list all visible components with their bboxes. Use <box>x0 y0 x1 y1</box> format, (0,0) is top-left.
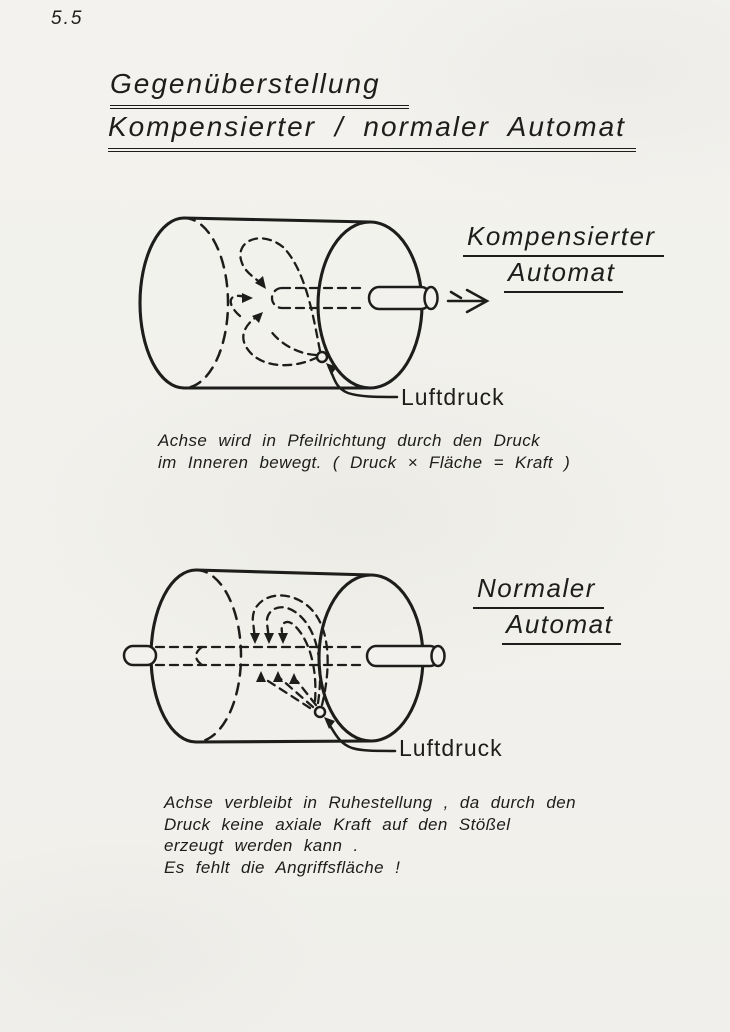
caption-line: erzeugt werden kann . <box>164 836 359 855</box>
page-title-line1: Gegenüberstellung <box>110 68 409 109</box>
through-shaft-right <box>367 646 445 666</box>
luftdruck-callout-1: Luftdruck <box>401 384 505 410</box>
through-shaft-left <box>124 646 156 665</box>
compensated-automat-diagram <box>140 218 487 397</box>
caption-line: Achse wird in Pfeilrichtung durch den Druck <box>158 431 541 450</box>
caption-line: Es fehlt die Angriffsfläche ! <box>164 857 401 877</box>
compensated-caption <box>158 430 570 473</box>
air-inlet-hole <box>315 707 325 717</box>
output-shaft <box>369 287 438 309</box>
luftdruck-leader-line <box>324 717 395 751</box>
air-inlet-hole <box>317 352 327 362</box>
normal-caption <box>164 792 576 878</box>
page-title-line2: Kompensierter / normaler Automat <box>108 111 636 152</box>
compensated-label-line2: Automat <box>504 257 623 293</box>
motion-arrow-icon <box>448 290 487 312</box>
compensated-label-line1: Kompensierter <box>463 221 664 257</box>
normal-label-line2: Automat <box>502 609 621 645</box>
through-shaft-hidden <box>156 647 365 665</box>
page-number: 5.5 <box>51 8 84 29</box>
caption-line: Achse verbleibt in Ruhestellung , da durch den <box>164 793 576 812</box>
normal-automat-diagram <box>124 570 445 751</box>
luftdruck-callout-2: Luftdruck <box>399 735 503 761</box>
pressure-flow-arrows <box>250 595 328 708</box>
normal-label-line1: Normaler <box>473 573 604 609</box>
pressure-flow-arrows <box>231 238 320 365</box>
caption-line: Druck keine axiale Kraft auf den Stößel <box>164 814 511 834</box>
caption-line: im Inneren bewegt. ( Druck × Fläche = Kraft ) <box>158 452 571 472</box>
